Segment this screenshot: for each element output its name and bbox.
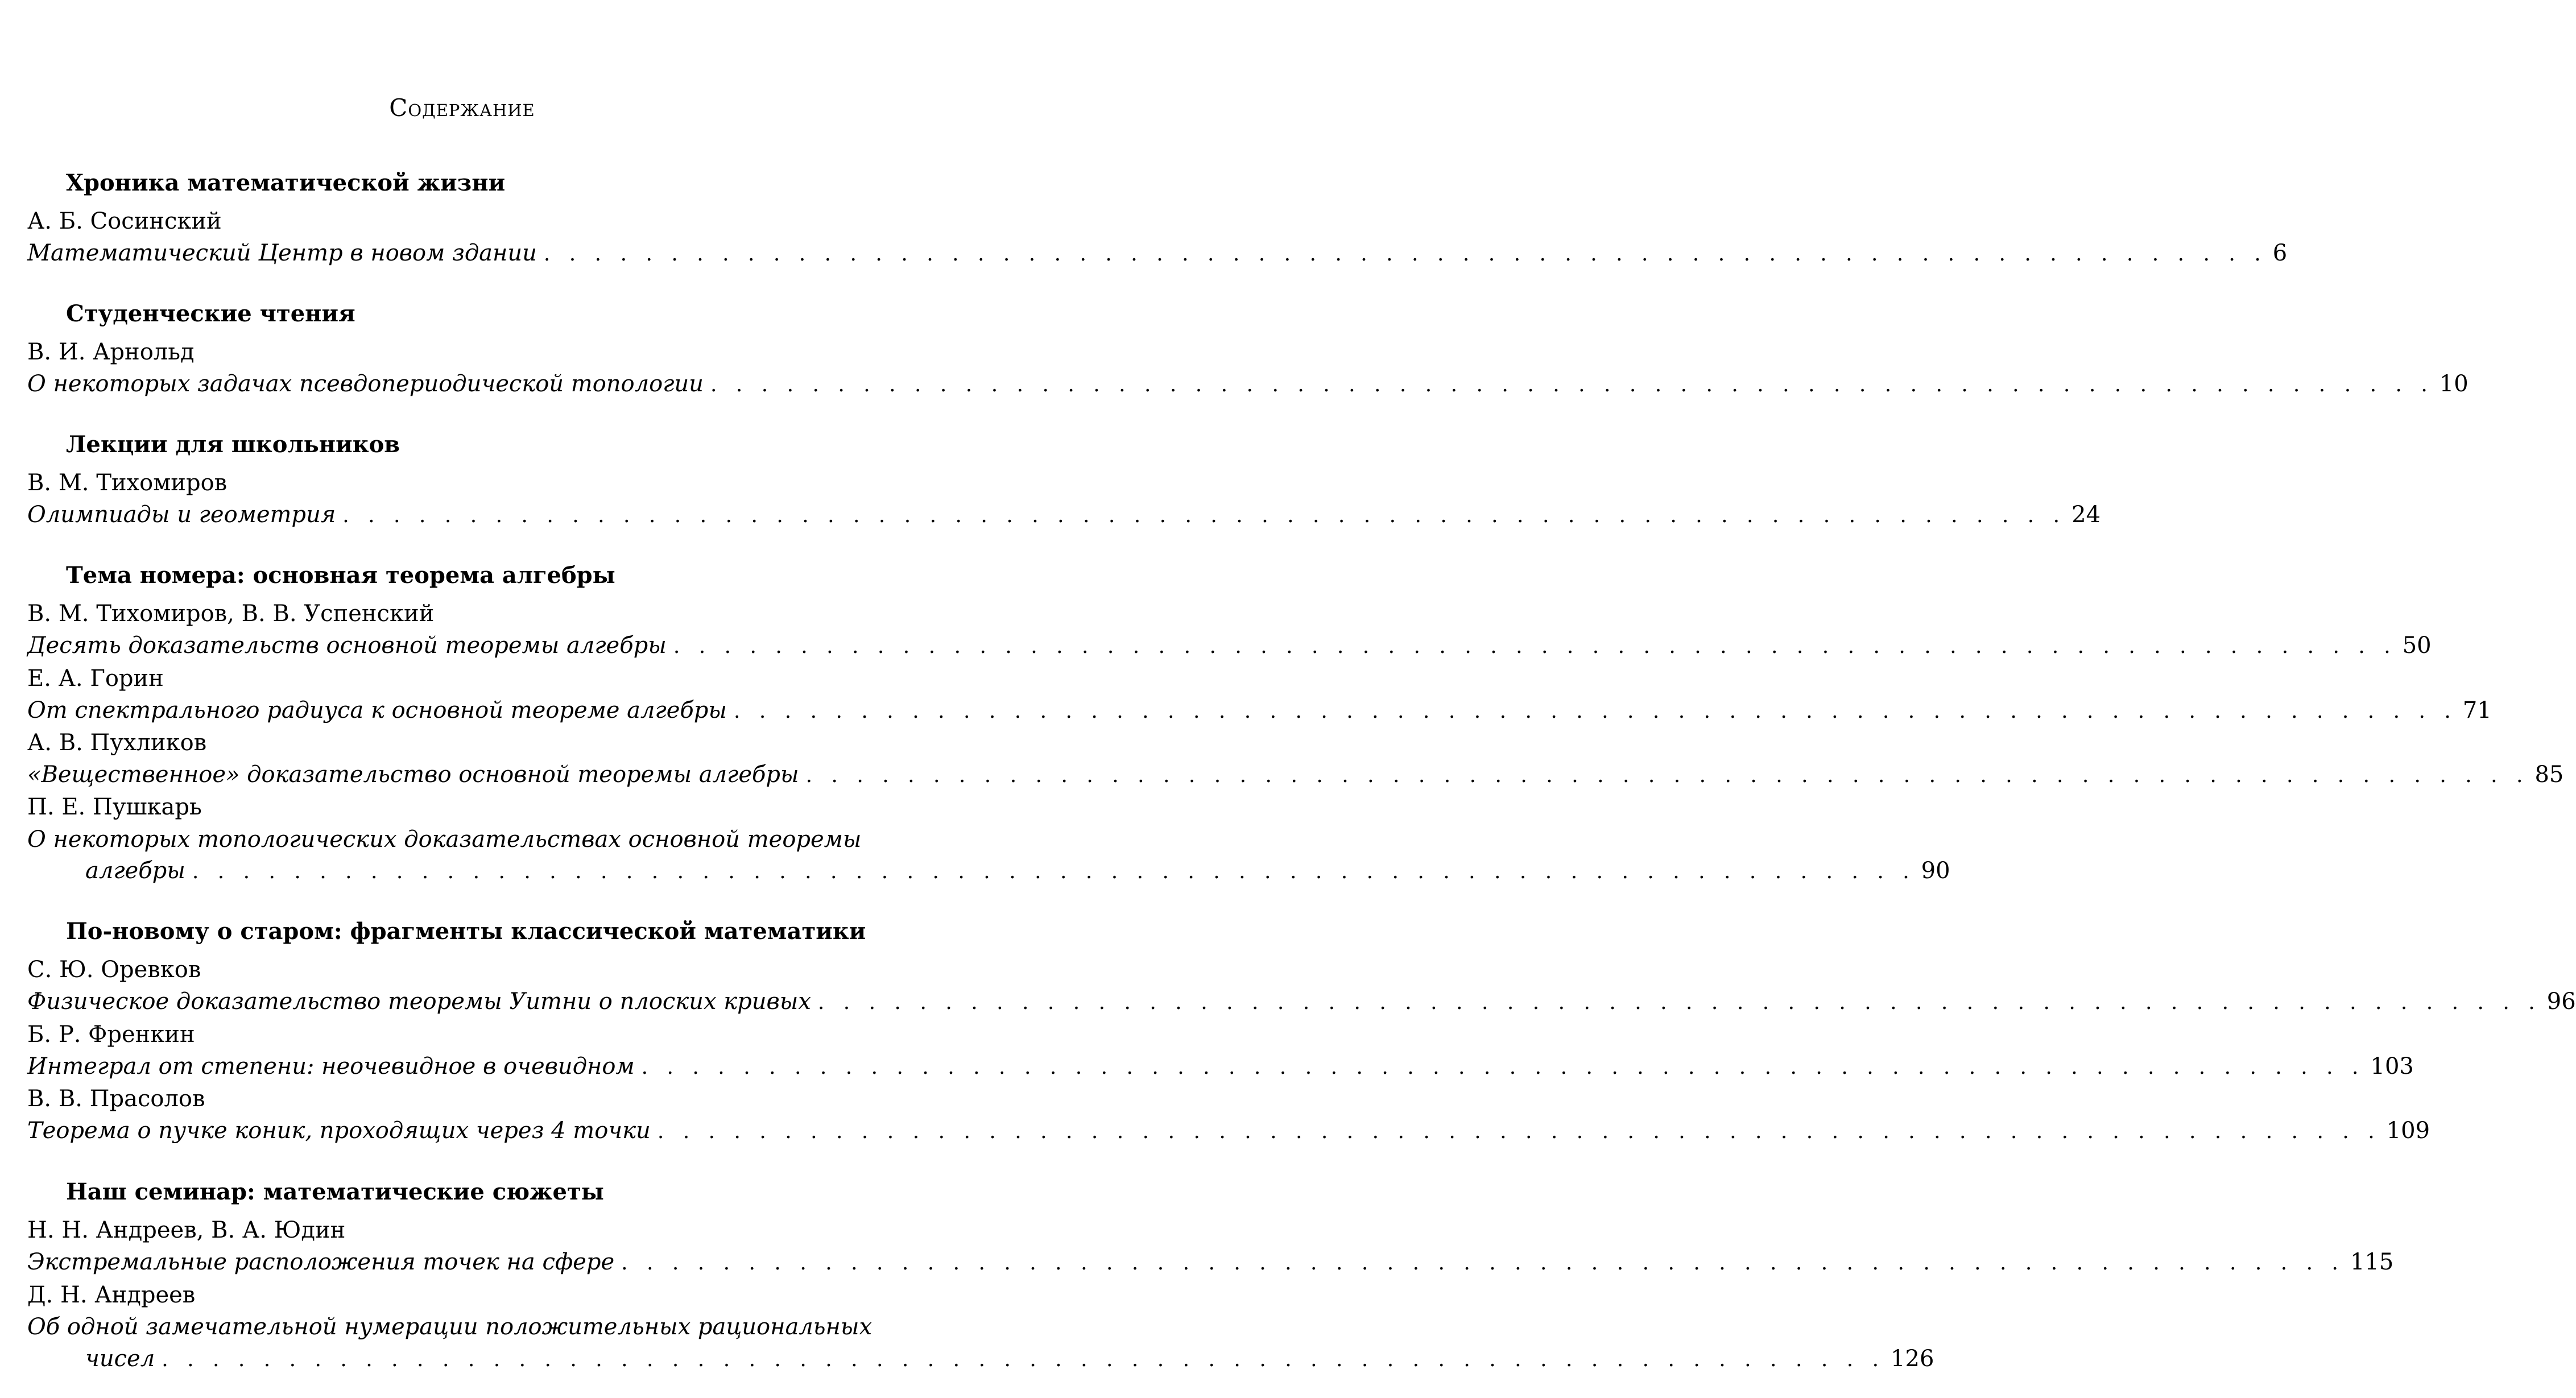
toc-entry[interactable] bbox=[27, 1249, 2394, 1277]
page-number: 10 bbox=[2439, 371, 2469, 397]
toc-entry[interactable] bbox=[27, 988, 2576, 1017]
toc-entry[interactable] bbox=[27, 632, 2432, 661]
dot-leader: . . . . . . . . . . . . . . . . . . . . . . . . . . . . . . . . . . . . . . . . . . . . . . . . . . . . . . . . . . . . . . . . . . . . bbox=[192, 860, 1916, 883]
toc-entry[interactable] bbox=[85, 858, 1950, 886]
toc-entry[interactable] bbox=[27, 762, 2564, 790]
entry-title: От спектрального радиуса к основной теореме алгебры bbox=[27, 697, 727, 723]
entry-title: Математический Центр в новом здании bbox=[27, 240, 537, 266]
page-number: 24 bbox=[2071, 502, 2101, 528]
author: В. М. Тихомиров bbox=[27, 470, 228, 496]
entry-title-line[interactable]: Об одной замечательной нумерации положительных рациональных bbox=[27, 1314, 873, 1340]
dot-leader: . . . . . . . . . . . . . . . . . . . . . . . . . . . . . . . . . . . . . . . . . . . . . . . . . . . . . . . . . . . . . . . . . . . . bbox=[805, 764, 2529, 787]
section-heading-school-lectures: Лекции для школьников bbox=[66, 431, 400, 458]
section-heading-seminar: Наш семинар: математические сюжеты bbox=[66, 1178, 604, 1205]
dot-leader: . . . . . . . . . . . . . . . . . . . . . . . . . . . . . . . . . . . . . . . . . . . . . . . . . . . . . . . . . . . . . . . . . . . . bbox=[733, 700, 2457, 723]
page-number: 6 bbox=[2272, 240, 2288, 266]
entry-title: Экстремальные расположения точек на сфере bbox=[27, 1249, 615, 1275]
page-number: 103 bbox=[2370, 1053, 2414, 1079]
toc-entry[interactable] bbox=[27, 1118, 2430, 1146]
toc-entry[interactable] bbox=[27, 1053, 2414, 1082]
page-number: 126 bbox=[1891, 1346, 1934, 1372]
entry-title: «Вещественное» доказательство основной теоремы алгебры bbox=[27, 762, 799, 788]
page-number: 96 bbox=[2546, 988, 2576, 1015]
entry-title: Физическое доказательство теоремы Уитни о плоских кривых bbox=[27, 988, 811, 1015]
entry-title: Десять доказательств основной теоремы алгебры bbox=[27, 632, 667, 659]
dot-leader: . . . . . . . . . . . . . . . . . . . . . . . . . . . . . . . . . . . . . . . . . . . . . . . . . . . . . . . . . . . . . . . . . . . . bbox=[342, 504, 2066, 527]
entry-title-continuation: чисел bbox=[85, 1346, 155, 1372]
author: А. Б. Сосинский bbox=[27, 208, 222, 234]
section-heading-chronicle: Хроника математической жизни bbox=[66, 169, 506, 196]
toc-entry[interactable] bbox=[27, 697, 2492, 726]
dot-leader: . . . . . . . . . . . . . . . . . . . . . . . . . . . . . . . . . . . . . . . . . . . . . . . . . . . . . . . . . . . . . . . . . . . . bbox=[641, 1056, 2365, 1079]
dot-leader: . . . . . . . . . . . . . . . . . . . . . . . . . . . . . . . . . . . . . . . . . . . . . . . . . . . . . . . . . . . . . . . . . . . . bbox=[657, 1120, 2381, 1143]
page-number: 109 bbox=[2386, 1118, 2430, 1144]
toc-entry[interactable] bbox=[27, 240, 2288, 268]
page-number: 90 bbox=[1921, 858, 1950, 884]
section-heading-main-theme: Тема номера: основная теорема алгебры bbox=[66, 562, 615, 589]
entry-title: О некоторых задачах псевдопериодической топологии bbox=[27, 371, 704, 397]
author: В. М. Тихомиров, В. В. Успенский bbox=[27, 601, 435, 627]
page-number: 85 bbox=[2534, 762, 2564, 788]
dot-leader: . . . . . . . . . . . . . . . . . . . . . . . . . . . . . . . . . . . . . . . . . . . . . . . . . . . . . . . . . . . . . . . . . . . . bbox=[621, 1251, 2345, 1275]
toc-entry[interactable] bbox=[85, 1346, 1934, 1374]
page-title: Содержание bbox=[389, 94, 535, 122]
author: П. Е. Пушкарь bbox=[27, 794, 202, 820]
section-heading-classical-math: По-новому о старом: фрагменты классической математики bbox=[66, 918, 866, 945]
dot-leader: . . . . . . . . . . . . . . . . . . . . . . . . . . . . . . . . . . . . . . . . . . . . . . . . . . . . . . . . . . . . . . . . . . . . bbox=[162, 1348, 1886, 1371]
dot-leader: . . . . . . . . . . . . . . . . . . . . . . . . . . . . . . . . . . . . . . . . . . . . . . . . . . . . . . . . . . . . . . . . . . . . bbox=[817, 991, 2541, 1014]
author: А. В. Пухликов bbox=[27, 730, 207, 756]
author: В. И. Арнольд bbox=[27, 339, 195, 365]
page-number: 71 bbox=[2462, 697, 2492, 723]
page-number: 115 bbox=[2350, 1249, 2394, 1275]
entry-title-line[interactable]: О некоторых топологических доказательствах основной теоремы bbox=[27, 826, 862, 853]
entry-title: Теорема о пучке коник, проходящих через 4 точки bbox=[27, 1118, 651, 1144]
author: В. В. Прасолов bbox=[27, 1086, 205, 1112]
dot-leader: . . . . . . . . . . . . . . . . . . . . . . . . . . . . . . . . . . . . . . . . . . . . . . . . . . . . . . . . . . . . . . . . . . . . bbox=[673, 635, 2397, 658]
dot-leader: . . . . . . . . . . . . . . . . . . . . . . . . . . . . . . . . . . . . . . . . . . . . . . . . . . . . . . . . . . . . . . . . . . . . bbox=[543, 242, 2267, 266]
dot-leader: . . . . . . . . . . . . . . . . . . . . . . . . . . . . . . . . . . . . . . . . . . . . . . . . . . . . . . . . . . . . . . . . . . . . bbox=[710, 373, 2434, 396]
page-number: 50 bbox=[2402, 632, 2432, 659]
entry-title-continuation: алгебры bbox=[85, 858, 185, 884]
section-heading-student-readings: Студенческие чтения bbox=[66, 300, 355, 327]
author: Д. Н. Андреев bbox=[27, 1282, 196, 1308]
author: С. Ю. Оревков bbox=[27, 957, 201, 983]
author: Е. А. Горин bbox=[27, 665, 164, 692]
toc-entry[interactable] bbox=[27, 502, 2101, 530]
toc-entry[interactable] bbox=[27, 371, 2469, 399]
entry-title: Интеграл от степени: неочевидное в очевидном bbox=[27, 1053, 635, 1079]
entry-title: Олимпиады и геометрия bbox=[27, 502, 336, 528]
author: Н. Н. Андреев, В. А. Юдин bbox=[27, 1217, 346, 1243]
author: Б. Р. Френкин bbox=[27, 1021, 195, 1048]
